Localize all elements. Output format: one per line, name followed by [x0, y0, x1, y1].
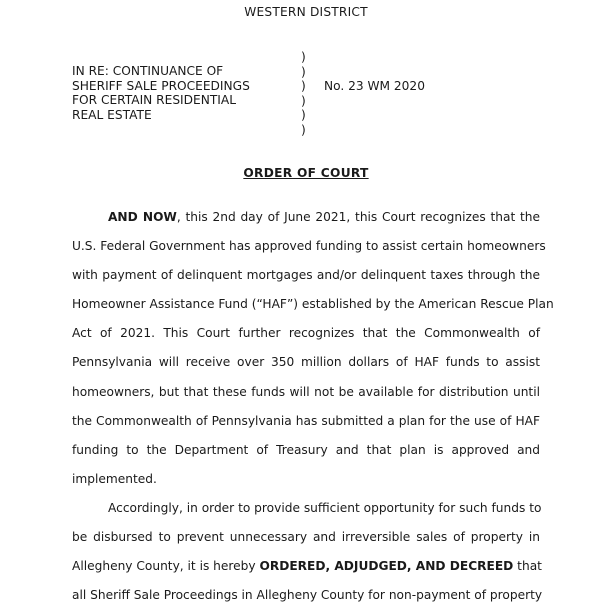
body-line: Act of 2021. This Court further recognizes that the Commonwealth of [72, 326, 540, 341]
caption-line: IN RE: CONTINUANCE OF [72, 64, 224, 78]
decree-bold-text: ORDERED, ADJUDGED, AND DECREED [259, 559, 514, 574]
body-line: implemented. [72, 471, 157, 486]
body-line: U.S. Federal Government has approved funding to assist certain homeowners [72, 239, 546, 254]
paren: ) [301, 50, 306, 64]
paren: ) [301, 93, 306, 108]
case-caption [72, 50, 542, 138]
docket-number: No. 23 WM 2020 [324, 79, 425, 93]
body-line [72, 203, 540, 232]
order-body [72, 203, 554, 610]
case-caption-title [72, 64, 250, 122]
body-line-text: Allegheny County, it is hereby [72, 559, 260, 574]
body-line: homeowners, but that these funds will not be available for distribution until [72, 384, 540, 399]
body-line: with payment of delinquent mortgages and/or delinquent taxes through the [72, 268, 540, 283]
body-line: the Commonwealth of Pennsylvania has submitted a plan for the use of HAF [72, 413, 540, 428]
body-line: be disbursed to prevent unnecessary and irreversible sales of property in [72, 530, 540, 545]
order-title: ORDER OF COURT [243, 166, 369, 180]
body-line: funding to the Department of Treasury and that plan is approved and [72, 442, 540, 457]
caption-line: REAL ESTATE [72, 107, 152, 122]
lead-bold-text: AND NOW [108, 210, 177, 224]
court-district: WESTERN DISTRICT [244, 5, 368, 19]
body-line [72, 552, 540, 581]
body-line: Accordingly, in order to provide sufficient opportunity for such funds to [108, 500, 542, 515]
body-line: Pennsylvania will receive over 350 million dollars of HAF funds to assist [72, 355, 540, 370]
caption-parentheses [301, 50, 306, 137]
caption-line: FOR CERTAIN RESIDENTIAL [72, 93, 237, 107]
body-line-text: , this 2nd day of June 2021, this Court recognizes that the [176, 210, 540, 224]
paren: ) [301, 122, 306, 137]
paren: ) [301, 79, 306, 93]
body-line: Homeowner Assistance Fund (“HAF”) established by the American Rescue Plan [72, 297, 554, 312]
paren: ) [301, 64, 306, 79]
paren: ) [301, 108, 306, 122]
body-line: all Sheriff Sale Proceedings in Allegheny County for non-payment of property [72, 588, 543, 603]
body-line-text: that [513, 559, 542, 574]
caption-line: SHERIFF SALE PROCEEDINGS [72, 78, 250, 93]
